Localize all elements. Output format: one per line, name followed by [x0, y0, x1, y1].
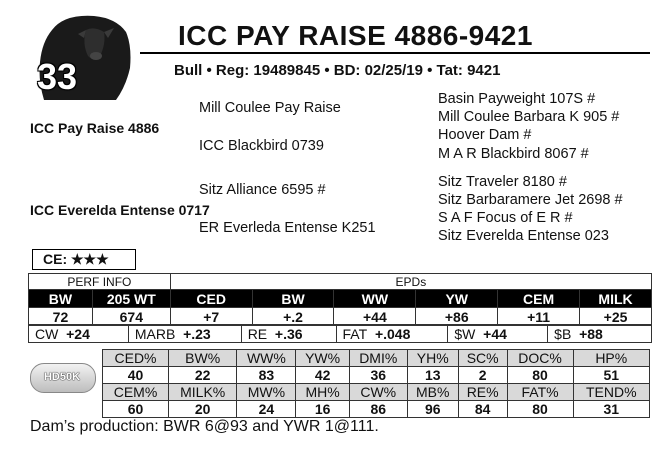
pedigree-sire: ICC Pay Raise 4886: [30, 120, 160, 136]
pedigree-g3: M A R Blackbird 8067 #: [438, 146, 589, 162]
epd-table: [28, 273, 652, 326]
pedigree-g3: S A F Focus of E R #: [438, 210, 573, 226]
lot-number: 33: [37, 56, 78, 97]
epd-val-ww: +44: [334, 308, 416, 326]
epd-val-cem: +11: [498, 308, 580, 326]
perf-col-bw: BW: [29, 290, 93, 308]
pct-value: 51: [573, 367, 649, 384]
pct-label: DOC%: [507, 350, 573, 367]
pct-value: 2: [458, 367, 507, 384]
pct-value: 80: [507, 401, 573, 418]
pct-label: FAT%: [507, 384, 573, 401]
pct-value: 13: [407, 367, 458, 384]
pct-value: 86: [349, 401, 407, 418]
pct-label: MB%: [407, 384, 458, 401]
title-rule: [140, 52, 650, 54]
epd-val-ced: +7: [170, 308, 252, 326]
extra-cell-cw: CW +24: [29, 325, 129, 343]
pct-label: HP%: [573, 350, 649, 367]
dam-production-note: Dam’s production: BWR 6@93 and YWR 1@111.: [30, 418, 379, 435]
pct-label: MH%: [296, 384, 349, 401]
pct-label: CEM%: [103, 384, 169, 401]
pct-label: YW%: [296, 350, 349, 367]
pct-value: 84: [458, 401, 507, 418]
pct-label: YH%: [407, 350, 458, 367]
pct-label: BW%: [169, 350, 237, 367]
pct-label: DMI%: [349, 350, 407, 367]
pct-value: 42: [296, 367, 349, 384]
pedigree-g3: Basin Payweight 107S #: [438, 91, 596, 107]
pct-value: 22: [169, 367, 237, 384]
hd50k-badge: HD50K: [30, 363, 96, 393]
pct-value: 24: [237, 401, 296, 418]
pct-label: RE%: [458, 384, 507, 401]
pct-value: 60: [103, 401, 169, 418]
pedigree-sire-sire: Mill Coulee Pay Raise: [199, 100, 341, 116]
pct-label: SC%: [458, 350, 507, 367]
pct-label: WW%: [237, 350, 296, 367]
pct-value: 20: [169, 401, 237, 418]
epd-val-yw: +86: [416, 308, 498, 326]
calving-ease-box: CE: ★★★: [32, 249, 136, 270]
pct-value: 16: [296, 401, 349, 418]
pedigree-dam-dam: ER Everleda Entense K251: [199, 220, 376, 236]
pct-label: CW%: [349, 384, 407, 401]
pct-label: TEND%: [573, 384, 649, 401]
extra-cell-re: RE +.36: [241, 325, 336, 343]
pct-value: 40: [103, 367, 169, 384]
perf-val-205wt: 674: [92, 308, 170, 326]
pct-value: 96: [407, 401, 458, 418]
pct-label: MW%: [237, 384, 296, 401]
epd-col-ced: CED: [170, 290, 252, 308]
pedigree-dam: ICC Everelda Entense 0717: [30, 202, 210, 218]
epd-col-bw: BW: [252, 290, 334, 308]
extra-cell-w: $W +44: [448, 325, 548, 343]
pct-label: CED%: [103, 350, 169, 367]
epd-col-cem: CEM: [498, 290, 580, 308]
perf-col-205wt: 205 WT: [92, 290, 170, 308]
pedigree-g3: Sitz Everelda Entense 023: [438, 228, 609, 244]
pedigree-g3: Sitz Traveler 8180 #: [438, 174, 567, 190]
extra-cell-marb: MARB +.23: [128, 325, 241, 343]
animal-title: ICC PAY RAISE 4886-9421: [178, 20, 533, 51]
registration-info: Bull • Reg: 19489845 • BD: 02/25/19 • Tat: 9421: [174, 62, 501, 79]
pedigree-g3: Sitz Barbaramere Jet 2698 #: [438, 192, 623, 208]
epd-col-milk: MILK: [580, 290, 652, 308]
percentile-table: [102, 349, 650, 418]
epd-col-ww: WW: [334, 290, 416, 308]
perf-val-bw: 72: [29, 308, 93, 326]
pedigree-g3: Hoover Dam #: [438, 127, 532, 143]
pct-value: 36: [349, 367, 407, 384]
pct-value: 31: [573, 401, 649, 418]
pct-value: 83: [237, 367, 296, 384]
pedigree-dam-sire: Sitz Alliance 6595 #: [199, 182, 326, 198]
pedigree-sire-dam: ICC Blackbird 0739: [199, 138, 324, 154]
pct-label: MILK%: [169, 384, 237, 401]
extra-cell-fat: FAT +.048: [336, 325, 448, 343]
pedigree-g3: Mill Coulee Barbara K 905 #: [438, 109, 620, 125]
pct-value: 80: [507, 367, 573, 384]
perf-info-header: PERF INFO: [29, 274, 171, 290]
extra-cell-b: $B +88: [548, 325, 652, 343]
epd-col-yw: YW: [416, 290, 498, 308]
epds-header: EPDs: [170, 274, 651, 290]
epd-val-milk: +25: [580, 308, 652, 326]
epd-val-bw: +.2: [252, 308, 334, 326]
extra-epd-row: [28, 324, 652, 343]
